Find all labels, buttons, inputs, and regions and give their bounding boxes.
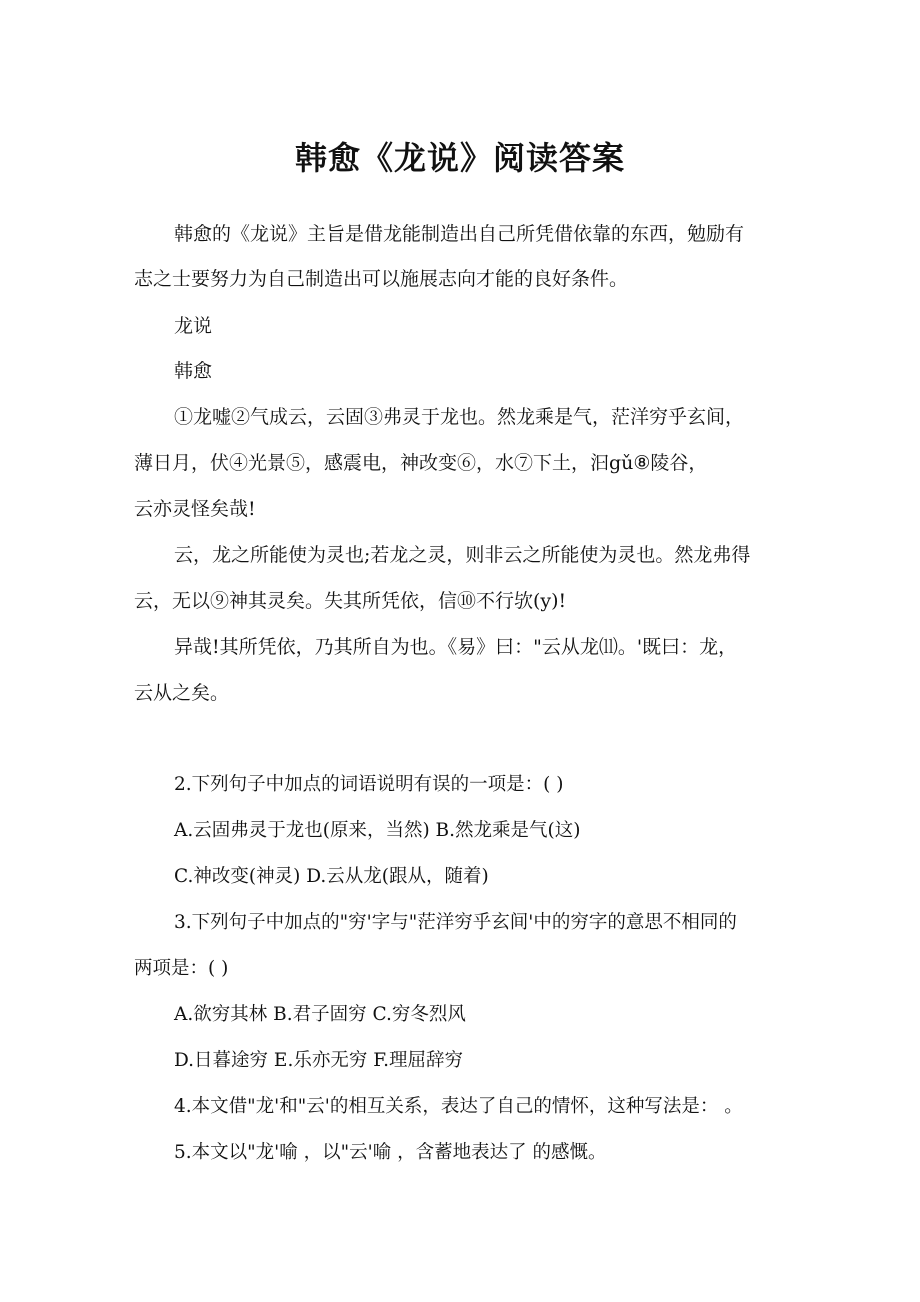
para3-line-1: 异哉!其所凭依，乃其所自为也。《易》曰："云从龙⑾。'既曰：龙， [174, 636, 738, 658]
question-2-options-ab: A.云固弗灵于龙也(原来，当然) B.然龙乘是气(这) [174, 820, 581, 841]
question-2: 2.下列句子中加点的词语说明有误的一项是：( ) [174, 774, 564, 795]
question-5: 5.本文以"龙'喻 ，以"云'喻 ，含蓄地表达了 的感慨。 [174, 1142, 607, 1163]
question-2-options-cd: C.神改变(神灵) D.云从龙(跟从，随着) [174, 866, 489, 887]
para1-line-3: 云亦灵怪矣哉! [134, 498, 256, 520]
intro-line-1: 韩愈的《龙说》主旨是借龙能制造出自己所凭借依靠的东西，勉励有 [174, 223, 745, 245]
question-3-options-def: D.日暮途穷 E.乐亦无穷 F.理屈辞穷 [174, 1050, 464, 1071]
intro-line-2: 志之士要努力为自己制造出可以施展志向才能的良好条件。 [134, 268, 629, 290]
page-title: 韩愈《龙说》阅读答案 [294, 139, 625, 177]
para2-line-1: 云，龙之所能使为灵也;若龙之灵，则非云之所能使为灵也。然龙弗得 [174, 544, 751, 566]
question-3-line-1: 3.下列句子中加点的"穷'字与"茫洋穷乎玄间'中的穷字的意思不相同的 [174, 912, 737, 933]
text-author: 韩愈 [174, 360, 213, 382]
question-4: 4.本文借"龙'和"云'的相互关系，表达了自己的情怀，这种写法是： 。 [174, 1096, 743, 1117]
para2-line-2: 云，无以⑨神其灵矣。失其所凭依，信⑩不行欤(y)! [134, 590, 567, 612]
para1-line-1: ①龙嘘②气成云，云固③弗灵于龙也。然龙乘是气，茫洋穷乎玄间， [174, 406, 745, 428]
para1-line-2: 薄日月，伏④光景⑤，感震电，神改变⑥，水⑦下土，汩gǔ⑧陵谷， [134, 452, 708, 474]
text-title: 龙说 [174, 315, 213, 337]
para3-line-2: 云从之矣。 [134, 682, 230, 704]
question-3-line-2: 两项是：( ) [134, 958, 229, 979]
question-3-options-abc: A.欲穷其林 B.君子固穷 C.穷冬烈风 [174, 1004, 466, 1025]
